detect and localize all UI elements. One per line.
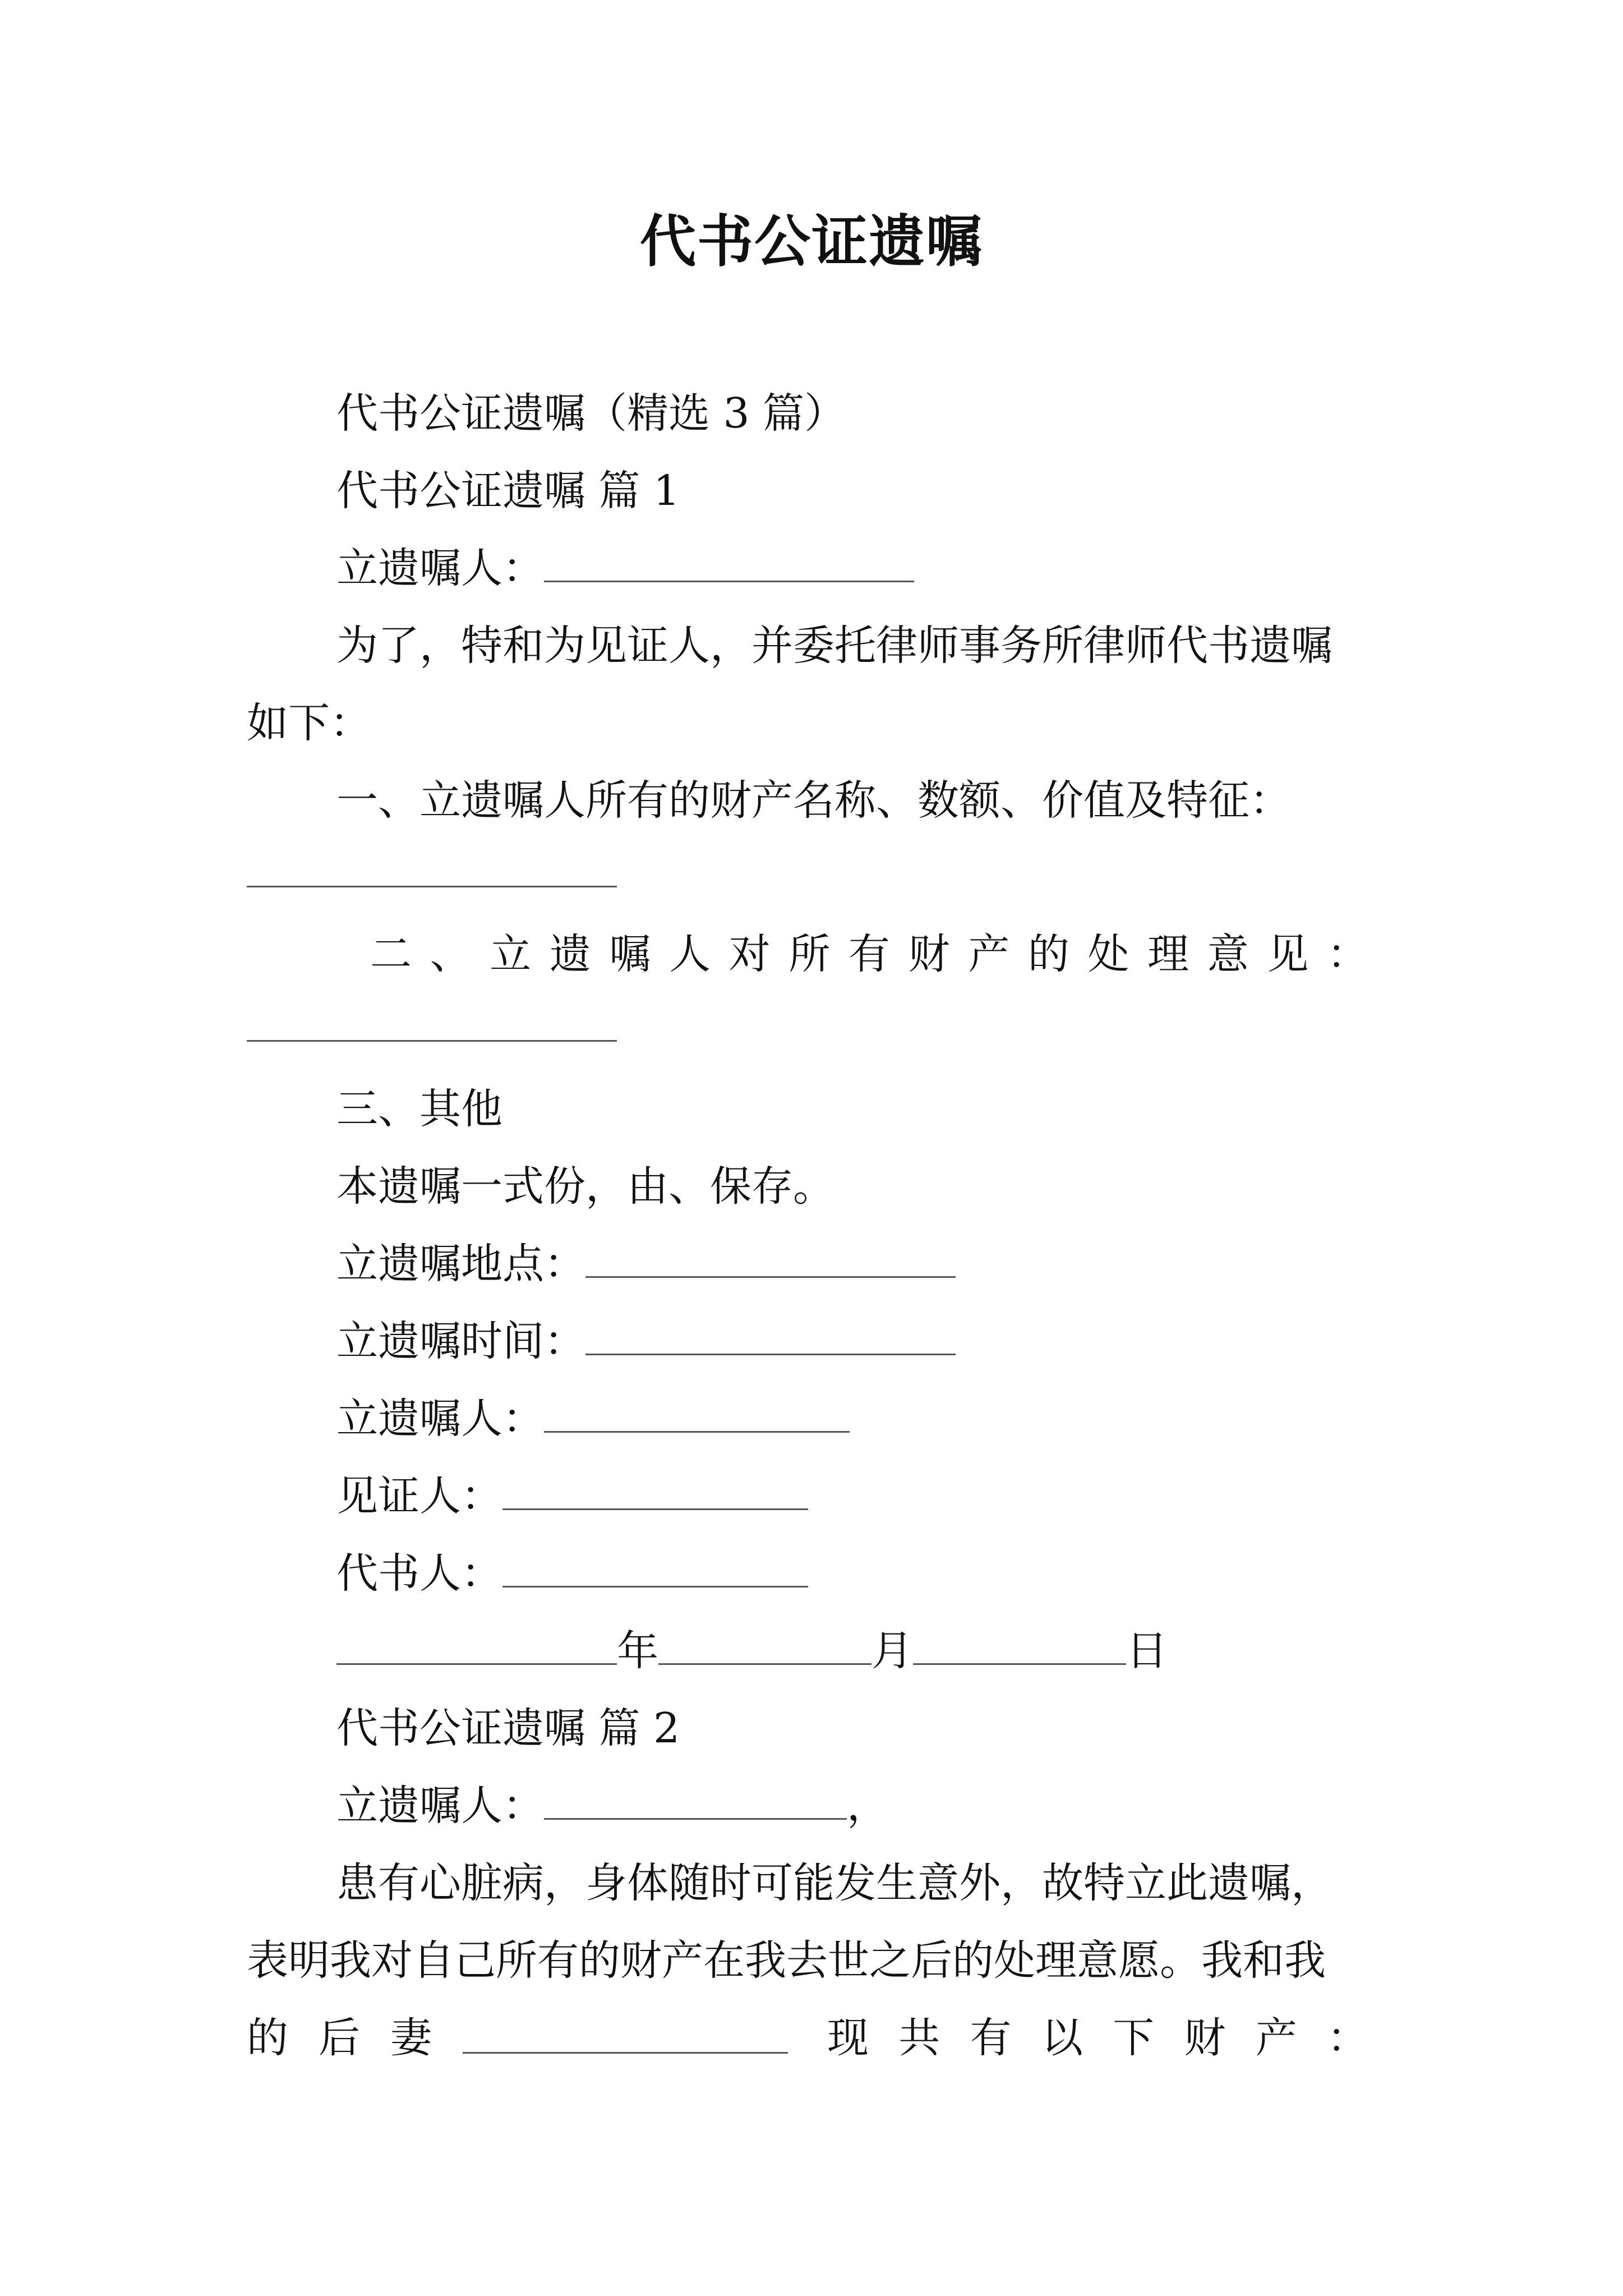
place-label: 立遗嘱地点： [336, 1240, 585, 1288]
body-line-3-tail [827, 2014, 1368, 2062]
copies-note: 本遗嘱一式份，由、保存。 [336, 1162, 834, 1211]
item-2-char: 二 [370, 930, 412, 978]
body-line-3-char: 妻 [390, 2014, 432, 2062]
witness-line [336, 1472, 808, 1520]
month-label: 月 [872, 1627, 913, 1675]
spouse-blank[interactable] [463, 2023, 788, 2054]
place-line [336, 1240, 956, 1288]
item-2-char: 所 [789, 930, 831, 978]
item-2-char: 产 [968, 930, 1010, 978]
item-2-char: 对 [728, 930, 771, 978]
item-2-char: 嘱 [609, 930, 651, 978]
body-line-3-char: ： [1326, 2014, 1368, 2062]
time-line [336, 1317, 956, 1365]
place-blank[interactable] [585, 1247, 956, 1278]
item-1: 一、立遗嘱人所有的财产名称、数额、价值及特征： [336, 776, 1291, 825]
item-2 [370, 930, 1368, 978]
item-2-char: 、 [430, 930, 472, 978]
section-heading-2: 代书公证遗嘱 篇 2 [336, 1704, 680, 1752]
item-2-char: 意 [1207, 930, 1249, 978]
item-2-char: ： [1327, 930, 1368, 978]
item-3: 三、其他 [336, 1085, 502, 1133]
body-line-3-char: 后 [319, 2014, 360, 2062]
day-blank[interactable] [913, 1634, 1126, 1665]
body-line-2: 表明我对自己所有的财产在我去世之后的处理意愿。我和我 [247, 1936, 1326, 1985]
scribe-blank[interactable] [502, 1557, 808, 1588]
item-2-blank[interactable] [247, 1011, 617, 1042]
date-line [336, 1627, 1168, 1675]
intro-line-2: 如下： [247, 699, 371, 747]
body-line-3-char: 产 [1255, 2014, 1297, 2062]
time-label: 立遗嘱时间： [336, 1317, 585, 1365]
testator-line [336, 544, 914, 592]
sign-testator-line [336, 1395, 850, 1443]
month-blank[interactable] [658, 1634, 872, 1665]
testator-blank-2[interactable] [544, 1789, 847, 1820]
page-title: 代书公证遗嘱 [640, 208, 983, 274]
body-line-3-char: 的 [247, 2014, 288, 2062]
year-label: 年 [617, 1627, 658, 1675]
time-blank[interactable] [585, 1324, 956, 1355]
testator-line-2 [336, 1782, 888, 1830]
body-line-3-char: 下 [1113, 2014, 1155, 2062]
item-2-char: 有 [849, 930, 890, 978]
item-1-blank[interactable] [247, 857, 617, 887]
item-2-char: 遗 [549, 930, 591, 978]
body-line-3-char: 共 [898, 2014, 940, 2062]
testator-comma: ， [847, 1782, 888, 1830]
witness-label: 见证人： [336, 1472, 502, 1520]
item-2-char: 人 [669, 930, 711, 978]
item-2-blank-line [247, 1007, 617, 1048]
witness-blank[interactable] [502, 1479, 808, 1510]
item-2-char: 理 [1147, 930, 1189, 978]
item-2-char: 见 [1267, 930, 1309, 978]
testator-label: 立遗嘱人： [336, 544, 544, 592]
sign-testator-label: 立遗嘱人： [336, 1395, 544, 1443]
day-label: 日 [1126, 1627, 1168, 1675]
year-blank[interactable] [336, 1634, 617, 1665]
sign-testator-blank[interactable] [544, 1402, 850, 1433]
scribe-label: 代书人： [336, 1549, 502, 1598]
body-line-1: 患有心脏病，身体随时可能发生意外，故特立此遗嘱， [336, 1859, 1332, 1907]
intro-line-1: 为了，特和为见证人，并委托律师事务所律师代书遗嘱 [336, 622, 1332, 670]
body-line-3-char: 现 [827, 2014, 869, 2062]
item-2-char: 财 [908, 930, 950, 978]
testator-label-2: 立遗嘱人： [336, 1782, 544, 1830]
item-2-char: 的 [1027, 930, 1069, 978]
body-line-3-char: 财 [1184, 2014, 1226, 2062]
body-line-3-char: 有 [970, 2014, 1012, 2062]
item-2-char: 立 [490, 930, 532, 978]
body-line-3-lead [247, 2014, 432, 2062]
scribe-line [336, 1549, 808, 1598]
section-heading-1: 代书公证遗嘱 篇 1 [336, 467, 680, 515]
body-line-3-char: 以 [1041, 2014, 1083, 2062]
testator-blank[interactable] [544, 551, 914, 582]
item-1-blank-line [247, 853, 617, 894]
document-subtitle: 代书公证遗嘱（精选 3 篇） [336, 389, 846, 438]
item-2-char: 处 [1087, 930, 1129, 978]
